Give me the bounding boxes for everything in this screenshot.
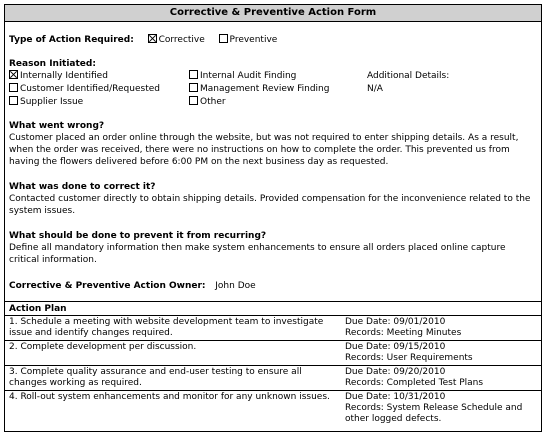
- capa-form: [4, 4, 542, 432]
- supplier-issue-checkbox[interactable]: [9, 96, 18, 105]
- plan-task: 2. Complete development per discussion.: [9, 342, 197, 352]
- prevent-section: [9, 230, 537, 266]
- form-title: Corrective & Preventive Action Form: [5, 5, 541, 22]
- customer-identified-label: Customer Identified/Requested: [20, 84, 160, 94]
- preventive-label: Preventive: [229, 35, 278, 45]
- reason-other: [189, 96, 226, 108]
- what-went-wrong-heading: What went wrong?: [9, 121, 105, 131]
- reason-internal-audit: [189, 70, 296, 82]
- plan-task: 1. Schedule a meeting with website development team to investigate issue and identify changes required.: [9, 317, 324, 338]
- management-review-checkbox[interactable]: [189, 83, 198, 92]
- reason-management-review: [189, 83, 329, 95]
- plan-dates: [345, 392, 540, 425]
- table-row: [5, 391, 541, 432]
- reason-customer-identified: [9, 83, 160, 95]
- plan-records: Records: User Requirements: [345, 353, 473, 363]
- plan-records: Records: Meeting Minutes: [345, 328, 462, 338]
- internal-audit-checkbox[interactable]: [189, 70, 198, 79]
- preventive-checkbox[interactable]: [219, 34, 228, 43]
- reason-supplier-issue: [9, 96, 83, 108]
- reason-label: Reason Initiated:: [9, 59, 96, 69]
- internally-identified-label: Internally Identified: [20, 71, 108, 81]
- what-done-text: Contacted customer directly to obtain shipping details. Provided compensation for the inconvenience related to the system issues.: [9, 194, 531, 216]
- what-done-heading: What was done to correct it?: [9, 182, 156, 192]
- plan-dates: [345, 317, 540, 339]
- type-of-action-row: [9, 34, 277, 46]
- what-went-wrong-section: [9, 120, 537, 168]
- supplier-issue-label: Supplier Issue: [20, 97, 84, 107]
- action-plan-divider: [5, 301, 541, 302]
- other-label: Other: [200, 97, 226, 107]
- internally-identified-checkbox[interactable]: [9, 70, 18, 79]
- plan-due-date: Due Date: 10/31/2010: [345, 392, 446, 402]
- what-went-wrong-text: Customer placed an order online through the website, but was not required to enter shipping details. As a result, when the order was received, there were no instructions on how to complete the order. This prevented us from having the flowers delivered before 6:00 PM on the next business day as requested.: [9, 133, 519, 167]
- additional-details-value: N/A: [367, 84, 383, 94]
- corrective-label: Corrective: [158, 35, 205, 45]
- management-review-label: Management Review Finding: [200, 84, 330, 94]
- table-row: [5, 366, 541, 391]
- prevent-heading: What should be done to prevent it from recurring?: [9, 231, 267, 241]
- reason-internally-identified: [9, 70, 108, 82]
- internal-audit-label: Internal Audit Finding: [200, 71, 297, 81]
- owner-label: Corrective & Preventive Action Owner:: [9, 281, 206, 291]
- plan-records: Records: System Release Schedule and other logged defects.: [345, 403, 523, 424]
- plan-dates: [345, 342, 540, 364]
- plan-task: 3. Complete quality assurance and end-user testing to ensure all changes working as required.: [9, 367, 302, 388]
- plan-dates: [345, 367, 540, 389]
- owner-row: [9, 280, 256, 292]
- corrective-checkbox[interactable]: [148, 34, 157, 43]
- owner-value: John Doe: [215, 281, 256, 291]
- action-plan-heading: Action Plan: [9, 304, 67, 314]
- prevent-text: Define all mandatory information then make system enhancements to ensure all orders placed online capture critical information.: [9, 243, 506, 265]
- table-row: [5, 316, 541, 341]
- additional-details-label: Additional Details:: [367, 71, 450, 81]
- table-row: [5, 341, 541, 366]
- plan-records: Records: Completed Test Plans: [345, 378, 484, 388]
- plan-due-date: Due Date: 09/01/2010: [345, 317, 446, 327]
- customer-identified-checkbox[interactable]: [9, 83, 18, 92]
- plan-task: 4. Roll-out system enhancements and monitor for any unknown issues.: [9, 392, 330, 402]
- type-of-action-label: Type of Action Required:: [9, 35, 134, 45]
- plan-due-date: Due Date: 09/20/2010: [345, 367, 446, 377]
- plan-due-date: Due Date: 09/15/2010: [345, 342, 446, 352]
- other-checkbox[interactable]: [189, 96, 198, 105]
- what-done-section: [9, 181, 537, 217]
